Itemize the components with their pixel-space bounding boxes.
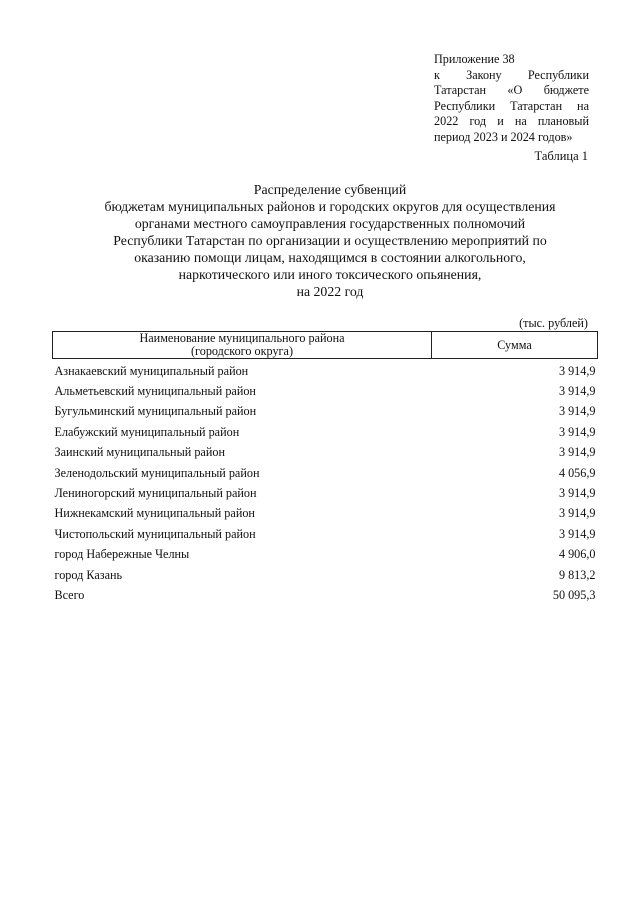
row-sum: 3 914,9 bbox=[558, 363, 596, 378]
units-label: (тыс. рублей) bbox=[519, 316, 588, 330]
row-name: город Казань bbox=[54, 567, 123, 582]
table-row bbox=[53, 381, 598, 401]
row-sum: 4 906,0 bbox=[558, 547, 596, 562]
appendix-line: 2022 год и на плановый bbox=[434, 114, 589, 128]
row-sum: 3 914,9 bbox=[558, 404, 596, 419]
appendix-line: период 2023 и 2024 годов» bbox=[434, 129, 573, 144]
table-number-label: Таблица 1 bbox=[534, 149, 588, 163]
row-sum: 3 914,9 bbox=[558, 526, 596, 541]
total-label: Всего bbox=[54, 587, 85, 602]
total-row bbox=[53, 585, 598, 605]
row-name: Бугульминский муниципальный район bbox=[54, 404, 257, 419]
row-name: Азнакаевский муниципальный район bbox=[54, 363, 249, 378]
table-row bbox=[53, 545, 598, 565]
title-line: Распределение субвенций bbox=[253, 182, 407, 197]
row-sum: 3 914,9 bbox=[558, 506, 596, 521]
row-name: Заинский муниципальный район bbox=[54, 445, 225, 460]
title-line: Республики Татарстан по организации и осуществлению мероприятий по bbox=[113, 233, 547, 248]
header-name-line: Наименование муниципального района bbox=[139, 331, 345, 345]
header-sum-cell: Сумма bbox=[432, 332, 598, 359]
row-sum: 3 914,9 bbox=[558, 384, 596, 399]
table-row bbox=[53, 524, 598, 544]
table-row bbox=[53, 359, 598, 382]
row-sum: 3 914,9 bbox=[558, 424, 596, 439]
table-row bbox=[53, 483, 598, 503]
row-name: город Набережные Челны bbox=[54, 547, 190, 562]
row-name: Зеленодольский муниципальный район bbox=[54, 465, 260, 480]
row-name: Лениногорский муниципальный район bbox=[54, 486, 257, 501]
appendix-line: к Закону Республики bbox=[434, 67, 589, 82]
row-sum: 3 914,9 bbox=[558, 486, 596, 501]
appendix-note bbox=[434, 52, 589, 145]
title-line: бюджетам муниципальных районов и городских округов для осуществления bbox=[104, 199, 556, 214]
appendix-line: Татарстан «О бюджете bbox=[434, 83, 589, 97]
title-line: оказанию помощи лицам, находящимся в состоянии алкогольного, bbox=[134, 250, 526, 265]
document-title bbox=[60, 181, 600, 300]
appendix-line: Республики Татарстан на bbox=[434, 98, 589, 113]
row-sum: 3 914,9 bbox=[558, 445, 596, 460]
row-name: Елабужский муниципальный район bbox=[54, 424, 240, 439]
table-row bbox=[53, 504, 598, 524]
table-row bbox=[53, 463, 598, 483]
title-line: наркотического или иного токсического опьянения, bbox=[178, 267, 482, 282]
table-row bbox=[53, 565, 598, 585]
table-row bbox=[53, 422, 598, 442]
title-line: на 2022 год bbox=[296, 284, 364, 299]
row-name: Чистопольский муниципальный район bbox=[54, 526, 256, 541]
title-line: органами местного самоуправления государственных полномочий bbox=[134, 216, 526, 231]
row-sum: 4 056,9 bbox=[558, 465, 596, 480]
table-row bbox=[53, 402, 598, 422]
appendix-line: Приложение 38 bbox=[434, 52, 515, 66]
row-name: Альметьевский муниципальный район bbox=[54, 384, 256, 399]
table-row bbox=[53, 443, 598, 463]
subvention-table bbox=[52, 331, 598, 606]
total-sum: 50 095,3 bbox=[552, 587, 596, 602]
header-name-line: (городского округа) bbox=[190, 344, 294, 358]
table-header-row bbox=[53, 332, 598, 359]
row-sum: 9 813,2 bbox=[558, 567, 596, 582]
header-name-cell bbox=[53, 332, 432, 359]
row-name: Нижнекамский муниципальный район bbox=[54, 506, 255, 521]
